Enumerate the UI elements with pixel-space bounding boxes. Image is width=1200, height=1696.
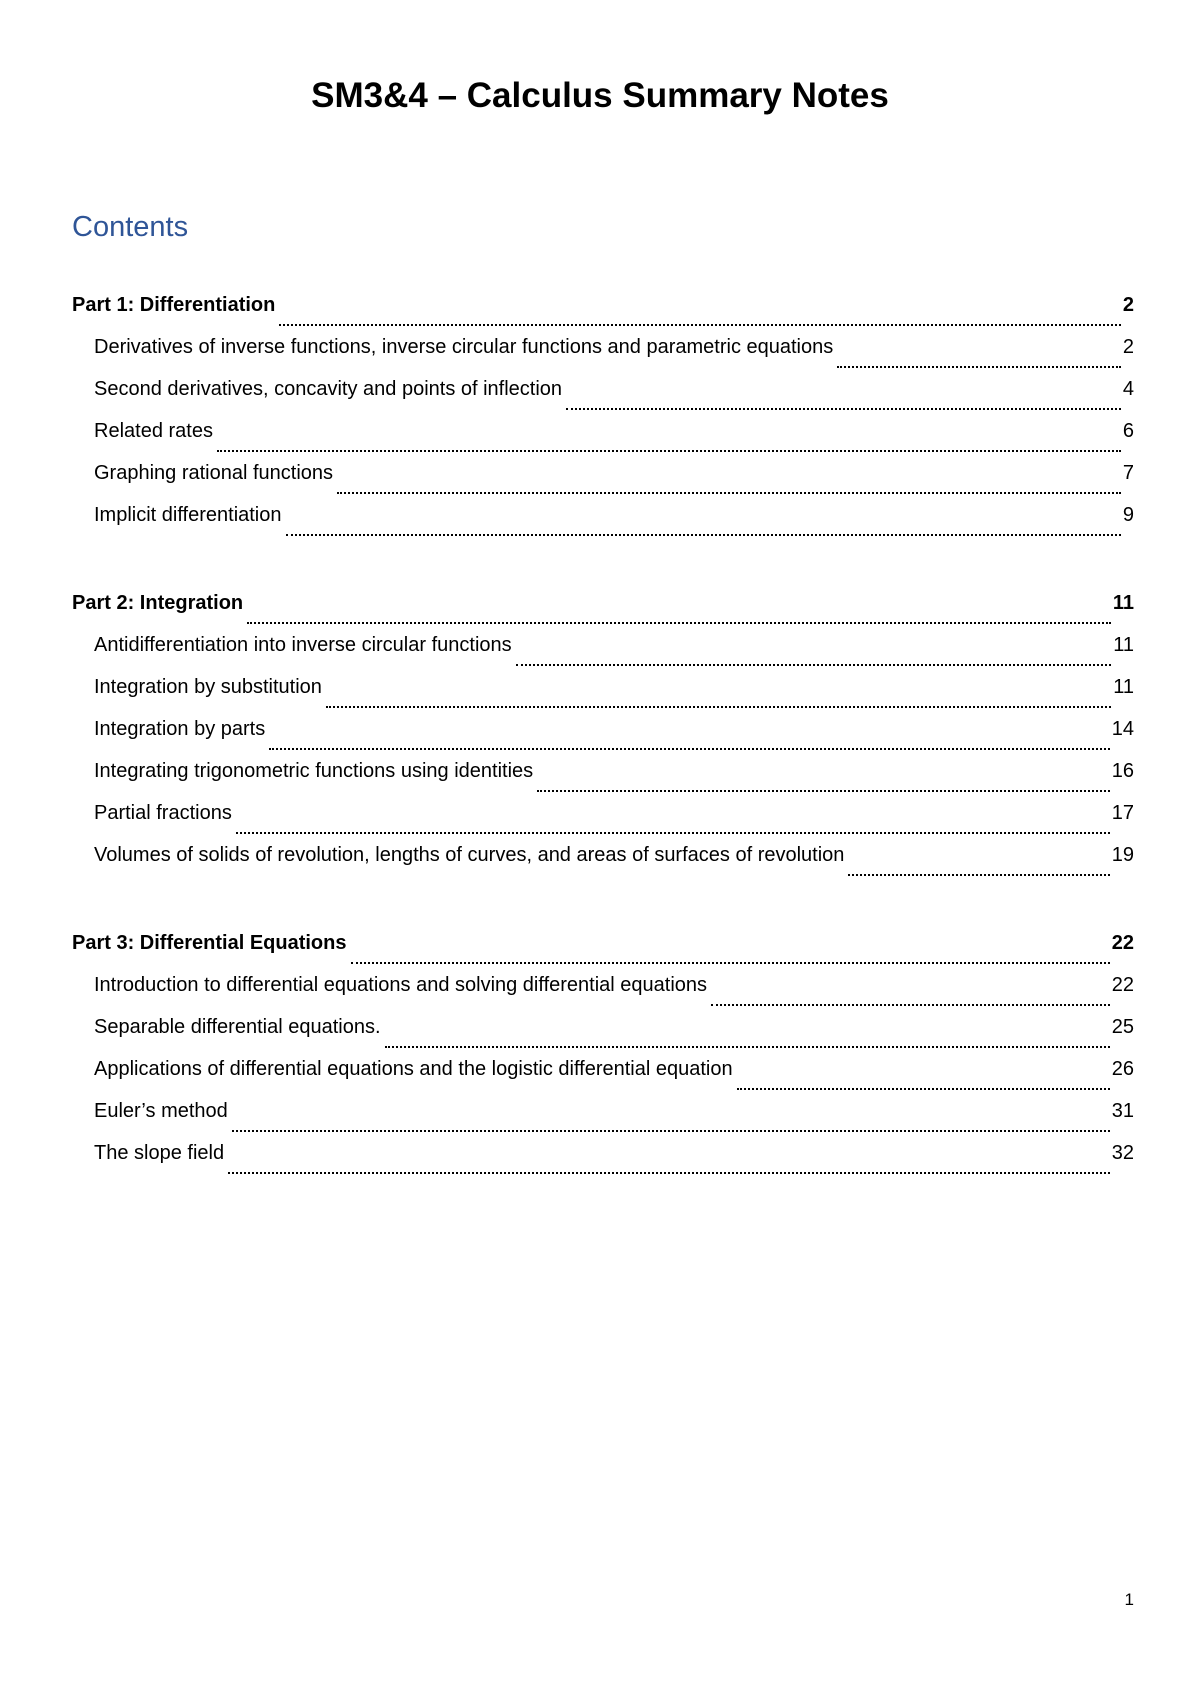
toc-page-number: 6 xyxy=(1122,420,1134,442)
dot-leader xyxy=(837,366,1121,368)
toc-entry-label: Integration by substitution xyxy=(94,676,322,698)
toc-entry-label: Second derivatives, concavity and points of inflection xyxy=(94,378,563,400)
table-of-contents xyxy=(72,292,1134,1228)
toc-page-number: 14 xyxy=(1111,718,1134,740)
dot-leader xyxy=(279,324,1121,326)
toc-entry-label: Introduction to differential equations and solving differential equations xyxy=(94,974,708,996)
contents-heading: Contents xyxy=(72,211,189,243)
dot-leader xyxy=(337,492,1121,494)
toc-entry-label: Part 2: Integration xyxy=(72,592,244,614)
toc-page-number: 32 xyxy=(1111,1142,1134,1164)
dot-leader xyxy=(516,664,1112,666)
dot-leader xyxy=(351,962,1110,964)
toc-page-number: 11 xyxy=(1113,676,1134,698)
toc-entry-label: Applications of differential equations and the logistic differential equation xyxy=(94,1058,733,1080)
toc-entry[interactable] xyxy=(72,758,1134,800)
toc-entry[interactable] xyxy=(72,502,1134,544)
dot-leader xyxy=(737,1088,1110,1090)
toc-entry[interactable] xyxy=(72,376,1134,418)
toc-entry-label: Graphing rational functions xyxy=(94,462,334,484)
toc-page-number: 2 xyxy=(1122,294,1134,316)
dot-leader xyxy=(236,832,1110,834)
toc-entry-label: Related rates xyxy=(94,420,213,442)
toc-entry[interactable] xyxy=(72,716,1134,758)
toc-page-number: 19 xyxy=(1111,844,1134,866)
dot-leader xyxy=(848,874,1109,876)
toc-page-number: 26 xyxy=(1111,1058,1134,1080)
toc-page-number: 22 xyxy=(1111,932,1134,954)
dot-leader xyxy=(217,450,1121,452)
toc-page-number: 11 xyxy=(1113,634,1134,656)
toc-entry-label: Implicit differentiation xyxy=(94,504,282,526)
toc-entry-label: Integrating trigonometric functions using identities xyxy=(94,760,534,782)
dot-leader xyxy=(326,706,1111,708)
toc-part-heading[interactable] xyxy=(72,590,1134,632)
document-title: SM3&4 – Calculus Summary Notes xyxy=(311,76,889,115)
toc-entry-label: Volumes of solids of revolution, lengths of curves, and areas of surfaces of revolution xyxy=(94,844,845,866)
toc-part-3 xyxy=(72,930,1134,1182)
toc-entry-label: Integration by parts xyxy=(94,718,266,740)
toc-entry[interactable] xyxy=(72,1014,1134,1056)
page-number: 1 xyxy=(1124,1590,1134,1609)
toc-entry[interactable] xyxy=(72,632,1134,674)
toc-entry-label: Derivatives of inverse functions, inverse circular functions and parametric equations xyxy=(94,336,834,358)
dot-leader xyxy=(228,1172,1110,1174)
toc-page-number: 31 xyxy=(1111,1100,1134,1122)
toc-entry[interactable] xyxy=(72,1098,1134,1140)
toc-entry[interactable] xyxy=(72,460,1134,502)
toc-entry[interactable] xyxy=(72,842,1134,884)
toc-entry[interactable] xyxy=(72,418,1134,460)
toc-entry[interactable] xyxy=(72,334,1134,376)
toc-page-number: 17 xyxy=(1111,802,1134,824)
dot-leader xyxy=(232,1130,1110,1132)
toc-entry-label: The slope field xyxy=(94,1142,225,1164)
toc-entry-label: Separable differential equations. xyxy=(94,1016,381,1038)
toc-entry-label: Part 1: Differentiation xyxy=(72,294,276,316)
toc-part-heading[interactable] xyxy=(72,930,1134,972)
toc-part-1 xyxy=(72,292,1134,544)
toc-entry[interactable] xyxy=(72,972,1134,1014)
dot-leader xyxy=(385,1046,1110,1048)
toc-entry[interactable] xyxy=(72,1140,1134,1182)
toc-page-number: 7 xyxy=(1122,462,1134,484)
dot-leader xyxy=(711,1004,1110,1006)
dot-leader xyxy=(269,748,1110,750)
toc-part-2 xyxy=(72,590,1134,884)
toc-page-number: 22 xyxy=(1111,974,1134,996)
toc-entry[interactable] xyxy=(72,800,1134,842)
toc-entry-label: Antidifferentiation into inverse circular functions xyxy=(94,634,512,656)
toc-entry[interactable] xyxy=(72,674,1134,716)
toc-entry-label: Partial fractions xyxy=(94,802,232,824)
toc-entry-label: Euler’s method xyxy=(94,1100,228,1122)
toc-entry-label: Part 3: Differential Equations xyxy=(72,932,347,954)
toc-page-number: 9 xyxy=(1122,504,1134,526)
toc-part-heading[interactable] xyxy=(72,292,1134,334)
toc-page-number: 4 xyxy=(1122,378,1134,400)
toc-page-number: 16 xyxy=(1111,760,1134,782)
dot-leader xyxy=(566,408,1121,410)
toc-page-number: 11 xyxy=(1112,592,1134,614)
toc-page-number: 2 xyxy=(1122,336,1134,358)
dot-leader xyxy=(537,790,1110,792)
toc-entry[interactable] xyxy=(72,1056,1134,1098)
dot-leader xyxy=(286,534,1121,536)
toc-page-number: 25 xyxy=(1111,1016,1134,1038)
dot-leader xyxy=(247,622,1111,624)
